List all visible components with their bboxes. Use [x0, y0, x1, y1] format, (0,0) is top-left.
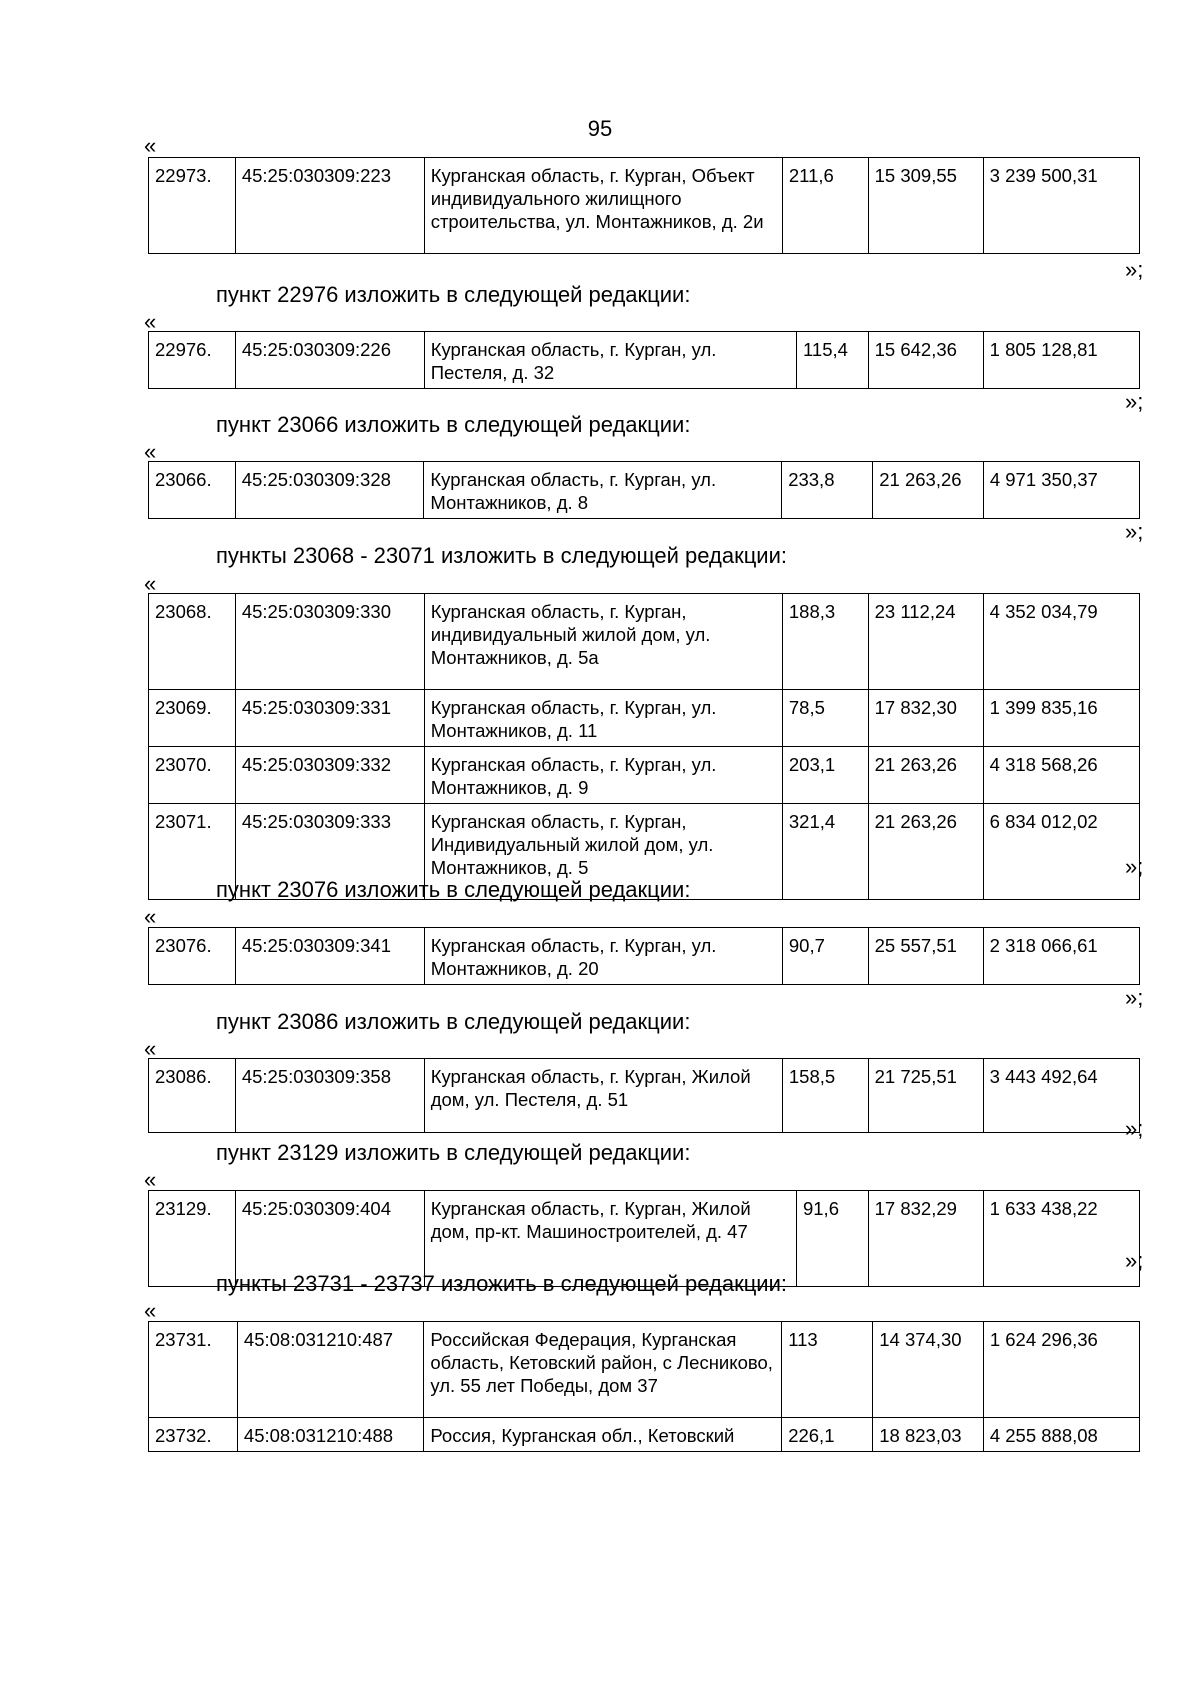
row-number-cell: 23068. — [149, 594, 236, 690]
cadastral-value-cell: 3 239 500,31 — [983, 158, 1139, 254]
amendment-table — [148, 1058, 1140, 1133]
amendment-table — [148, 157, 1140, 254]
address-cell: Курганская область, г. Курган, ул. Пестеля, д. 32 — [424, 332, 796, 389]
table-row — [149, 332, 1140, 389]
table-row — [149, 1418, 1140, 1452]
cadastral-value-cell: 4 318 568,26 — [983, 747, 1139, 804]
closing-quote: »; — [1125, 985, 1144, 1010]
address-cell: Российская Федерация, Курганская область, Кетовский район, с Лесниково, ул. 55 лет Победы, дом 37 — [424, 1322, 782, 1418]
area-cell: 226,1 — [782, 1418, 873, 1452]
area-cell: 113 — [782, 1322, 873, 1418]
row-number-cell: 23731. — [149, 1322, 238, 1418]
cadastral-value-cell: 4 255 888,08 — [983, 1418, 1139, 1452]
closing-quote: »; — [1125, 257, 1144, 282]
amendment-instruction: пункт 23066 изложить в следующей редакции: — [216, 412, 691, 437]
row-number-cell: 22973. — [149, 158, 236, 254]
cadastral-number-cell: 45:08:031210:487 — [237, 1322, 423, 1418]
area-cell: 233,8 — [782, 462, 873, 519]
unit-value-cell: 21 263,26 — [873, 462, 984, 519]
opening-quote: « — [144, 133, 157, 158]
table-row — [149, 158, 1140, 254]
area-cell: 188,3 — [782, 594, 868, 690]
area-cell: 78,5 — [782, 690, 868, 747]
cadastral-number-cell: 45:25:030309:328 — [235, 462, 424, 519]
row-number-cell: 23071. — [149, 804, 236, 900]
opening-quote: « — [144, 1036, 157, 1061]
table-row — [149, 594, 1140, 690]
cadastral-number-cell: 45:25:030309:332 — [235, 747, 424, 804]
opening-quote: « — [144, 1298, 157, 1323]
cadastral-value-cell: 3 443 492,64 — [983, 1059, 1139, 1133]
address-cell: Курганская область, г. Курган, ул. Монтажников, д. 20 — [424, 928, 782, 985]
closing-quote: »; — [1125, 519, 1144, 544]
cadastral-value-cell: 1 624 296,36 — [983, 1322, 1139, 1418]
cadastral-value-cell: 4 352 034,79 — [983, 594, 1139, 690]
cadastral-value-cell: 6 834 012,02 — [983, 804, 1139, 900]
unit-value-cell: 21 263,26 — [868, 804, 983, 900]
amendment-table — [148, 1321, 1140, 1452]
unit-value-cell: 14 374,30 — [873, 1322, 984, 1418]
area-cell: 90,7 — [782, 928, 868, 985]
amendment-instruction: пункт 22976 изложить в следующей редакции: — [216, 282, 691, 307]
row-number-cell: 23069. — [149, 690, 236, 747]
row-number-cell: 22976. — [149, 332, 236, 389]
area-cell: 115,4 — [796, 332, 868, 389]
cadastral-number-cell: 45:25:030309:333 — [235, 804, 424, 900]
unit-value-cell: 18 823,03 — [873, 1418, 984, 1452]
table-row — [149, 462, 1140, 519]
unit-value-cell: 21 263,26 — [868, 747, 983, 804]
unit-value-cell: 23 112,24 — [868, 594, 983, 690]
opening-quote: « — [144, 439, 157, 464]
row-number-cell: 23066. — [149, 462, 236, 519]
address-cell: Курганская область, г. Курган, Жилой дом, ул. Пестеля, д. 51 — [424, 1059, 782, 1133]
cadastral-number-cell: 45:08:031210:488 — [237, 1418, 423, 1452]
amendment-instruction: пункт 23076 изложить в следующей редакции: — [216, 877, 691, 902]
cadastral-number-cell: 45:25:030309:331 — [235, 690, 424, 747]
cadastral-number-cell: 45:25:030309:226 — [235, 332, 424, 389]
amendment-table — [148, 461, 1140, 519]
table-row — [149, 747, 1140, 804]
closing-quote: »; — [1125, 854, 1144, 879]
amendment-instruction: пункты 23731 - 23737 изложить в следующей редакции: — [216, 1271, 788, 1296]
row-number-cell: 23086. — [149, 1059, 236, 1133]
opening-quote: « — [144, 571, 157, 596]
row-number-cell: 23129. — [149, 1191, 236, 1287]
row-number-cell: 23076. — [149, 928, 236, 985]
row-number-cell: 23732. — [149, 1418, 238, 1452]
closing-quote: »; — [1125, 1116, 1144, 1141]
table-row — [149, 690, 1140, 747]
row-number-cell: 23070. — [149, 747, 236, 804]
unit-value-cell: 25 557,51 — [868, 928, 983, 985]
cadastral-value-cell: 4 971 350,37 — [983, 462, 1139, 519]
area-cell: 158,5 — [782, 1059, 868, 1133]
unit-value-cell: 17 832,30 — [868, 690, 983, 747]
opening-quote: « — [144, 1167, 157, 1192]
cadastral-value-cell: 1 633 438,22 — [983, 1191, 1139, 1287]
unit-value-cell: 15 642,36 — [868, 332, 983, 389]
cadastral-value-cell: 1 399 835,16 — [983, 690, 1139, 747]
amendment-instruction: пункт 23086 изложить в следующей редакции: — [216, 1009, 691, 1034]
address-cell: Россия, Курганская обл., Кетовский — [424, 1418, 782, 1452]
unit-value-cell: 17 832,29 — [868, 1191, 983, 1287]
address-cell: Курганская область, г. Курган, Индивидуальный жилой дом, ул. Монтажников, д. 5 — [424, 804, 782, 900]
amendment-table — [148, 593, 1140, 900]
unit-value-cell: 21 725,51 — [868, 1059, 983, 1133]
opening-quote: « — [144, 904, 157, 929]
cadastral-number-cell: 45:25:030309:358 — [235, 1059, 424, 1133]
cadastral-value-cell: 1 805 128,81 — [983, 332, 1139, 389]
address-cell: Курганская область, г. Курган, ул. Монтажников, д. 9 — [424, 747, 782, 804]
table-row — [149, 1322, 1140, 1418]
amendment-instruction: пункт 23129 изложить в следующей редакции: — [216, 1140, 691, 1165]
address-cell: Курганская область, г. Курган, Жилой дом, пр-кт. Машиностроителей, д. 47 — [424, 1191, 796, 1287]
cadastral-number-cell: 45:25:030309:341 — [235, 928, 424, 985]
area-cell: 203,1 — [782, 747, 868, 804]
closing-quote: »; — [1125, 389, 1144, 414]
closing-quote: »; — [1125, 1248, 1144, 1273]
address-cell: Курганская область, г. Курган, ул. Монтажников, д. 8 — [424, 462, 782, 519]
area-cell: 321,4 — [782, 804, 868, 900]
address-cell: Курганская область, г. Курган, ул. Монтажников, д. 11 — [424, 690, 782, 747]
unit-value-cell: 15 309,55 — [868, 158, 983, 254]
amendment-table — [148, 927, 1140, 985]
address-cell: Курганская область, г. Курган, Объект индивидуального жилищного строительства, ул. Монтажников, д. 2и — [424, 158, 782, 254]
cadastral-value-cell: 2 318 066,61 — [983, 928, 1139, 985]
opening-quote: « — [144, 309, 157, 334]
area-cell: 211,6 — [782, 158, 868, 254]
cadastral-number-cell: 45:25:030309:223 — [235, 158, 424, 254]
address-cell: Курганская область, г. Курган, индивидуальный жилой дом, ул. Монтажников, д. 5а — [424, 594, 782, 690]
amendment-table — [148, 331, 1140, 389]
cadastral-number-cell: 45:25:030309:330 — [235, 594, 424, 690]
amendment-instruction: пункты 23068 - 23071 изложить в следующей редакции: — [216, 543, 788, 568]
cadastral-number-cell: 45:25:030309:404 — [235, 1191, 424, 1287]
table-row — [149, 928, 1140, 985]
area-cell: 91,6 — [796, 1191, 868, 1287]
table-row — [149, 1059, 1140, 1133]
page-number: 95 — [587, 116, 613, 141]
